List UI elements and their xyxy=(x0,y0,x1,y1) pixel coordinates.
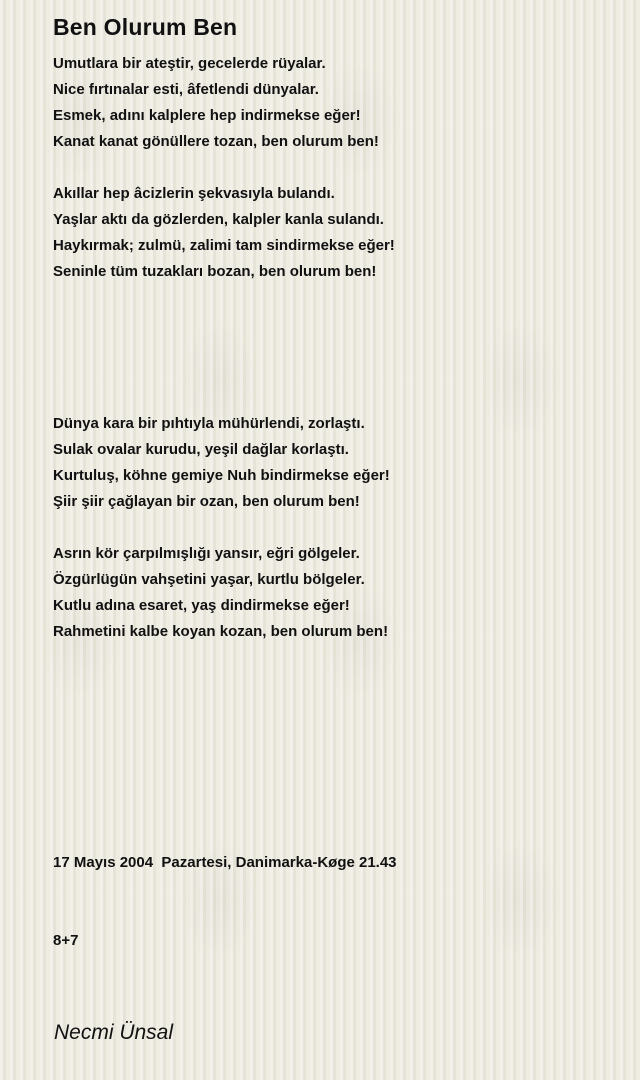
poem-line: Dünya kara bir pıhtıyla mühürlendi, zorlaştı. xyxy=(53,415,365,432)
stanza-4 xyxy=(53,541,388,645)
poem-line: Kurtuluş, köhne gemiye Nuh bindirmekse eğer! xyxy=(53,467,390,484)
poem-line: Yaşlar aktı da gözlerden, kalpler kanla sulandı. xyxy=(53,211,384,228)
poem-date: 17 Mayıs 2004 Pazartesi, Danimarka-Køge 21.43 xyxy=(53,854,397,871)
poem-line: Haykırmak; zulmü, zalimi tam sindirmekse eğer! xyxy=(53,237,395,254)
poem-line: Özgürlügün vahşetini yaşar, kurtlu bölgeler. xyxy=(53,571,365,588)
poem-line: Kanat kanat gönüllere tozan, ben olurum ben! xyxy=(53,133,379,150)
poem-line: Akıllar hep âcizlerin şekvasıyla bulandı. xyxy=(53,185,335,202)
stanza-2 xyxy=(53,181,395,285)
poem-line: Asrın kör çarpılmışlığı yansır, eğri gölgeler. xyxy=(53,545,360,562)
poem-title: Ben Olurum Ben xyxy=(53,14,238,40)
poem-line: Umutlara bir ateştir, gecelerde rüyalar. xyxy=(53,55,326,72)
poem-line: Seninle tüm tuzakları bozan, ben olurum ben! xyxy=(53,263,377,280)
poem-line: Sulak ovalar kurudu, yeşil dağlar korlaştı. xyxy=(53,441,349,458)
poem-footer-note xyxy=(53,798,397,1006)
poem-meter: 8+7 xyxy=(53,932,79,949)
poem-line: Esmek, adını kalplere hep indirmekse eğer! xyxy=(53,107,361,124)
stanza-3 xyxy=(53,411,390,515)
poem-author: Necmi Ünsal xyxy=(54,1021,174,1044)
poem-line: Nice fırtınalar esti, âfetlendi dünyalar. xyxy=(53,81,319,98)
poem-line: Rahmetini kalbe koyan kozan, ben olurum ben! xyxy=(53,623,389,640)
poem-line: Kutlu adına esaret, yaş dindirmekse eğer! xyxy=(53,597,350,614)
poem-line: Şiir şiir çağlayan bir ozan, ben olurum ben! xyxy=(53,493,360,510)
stanza-1 xyxy=(53,51,379,155)
